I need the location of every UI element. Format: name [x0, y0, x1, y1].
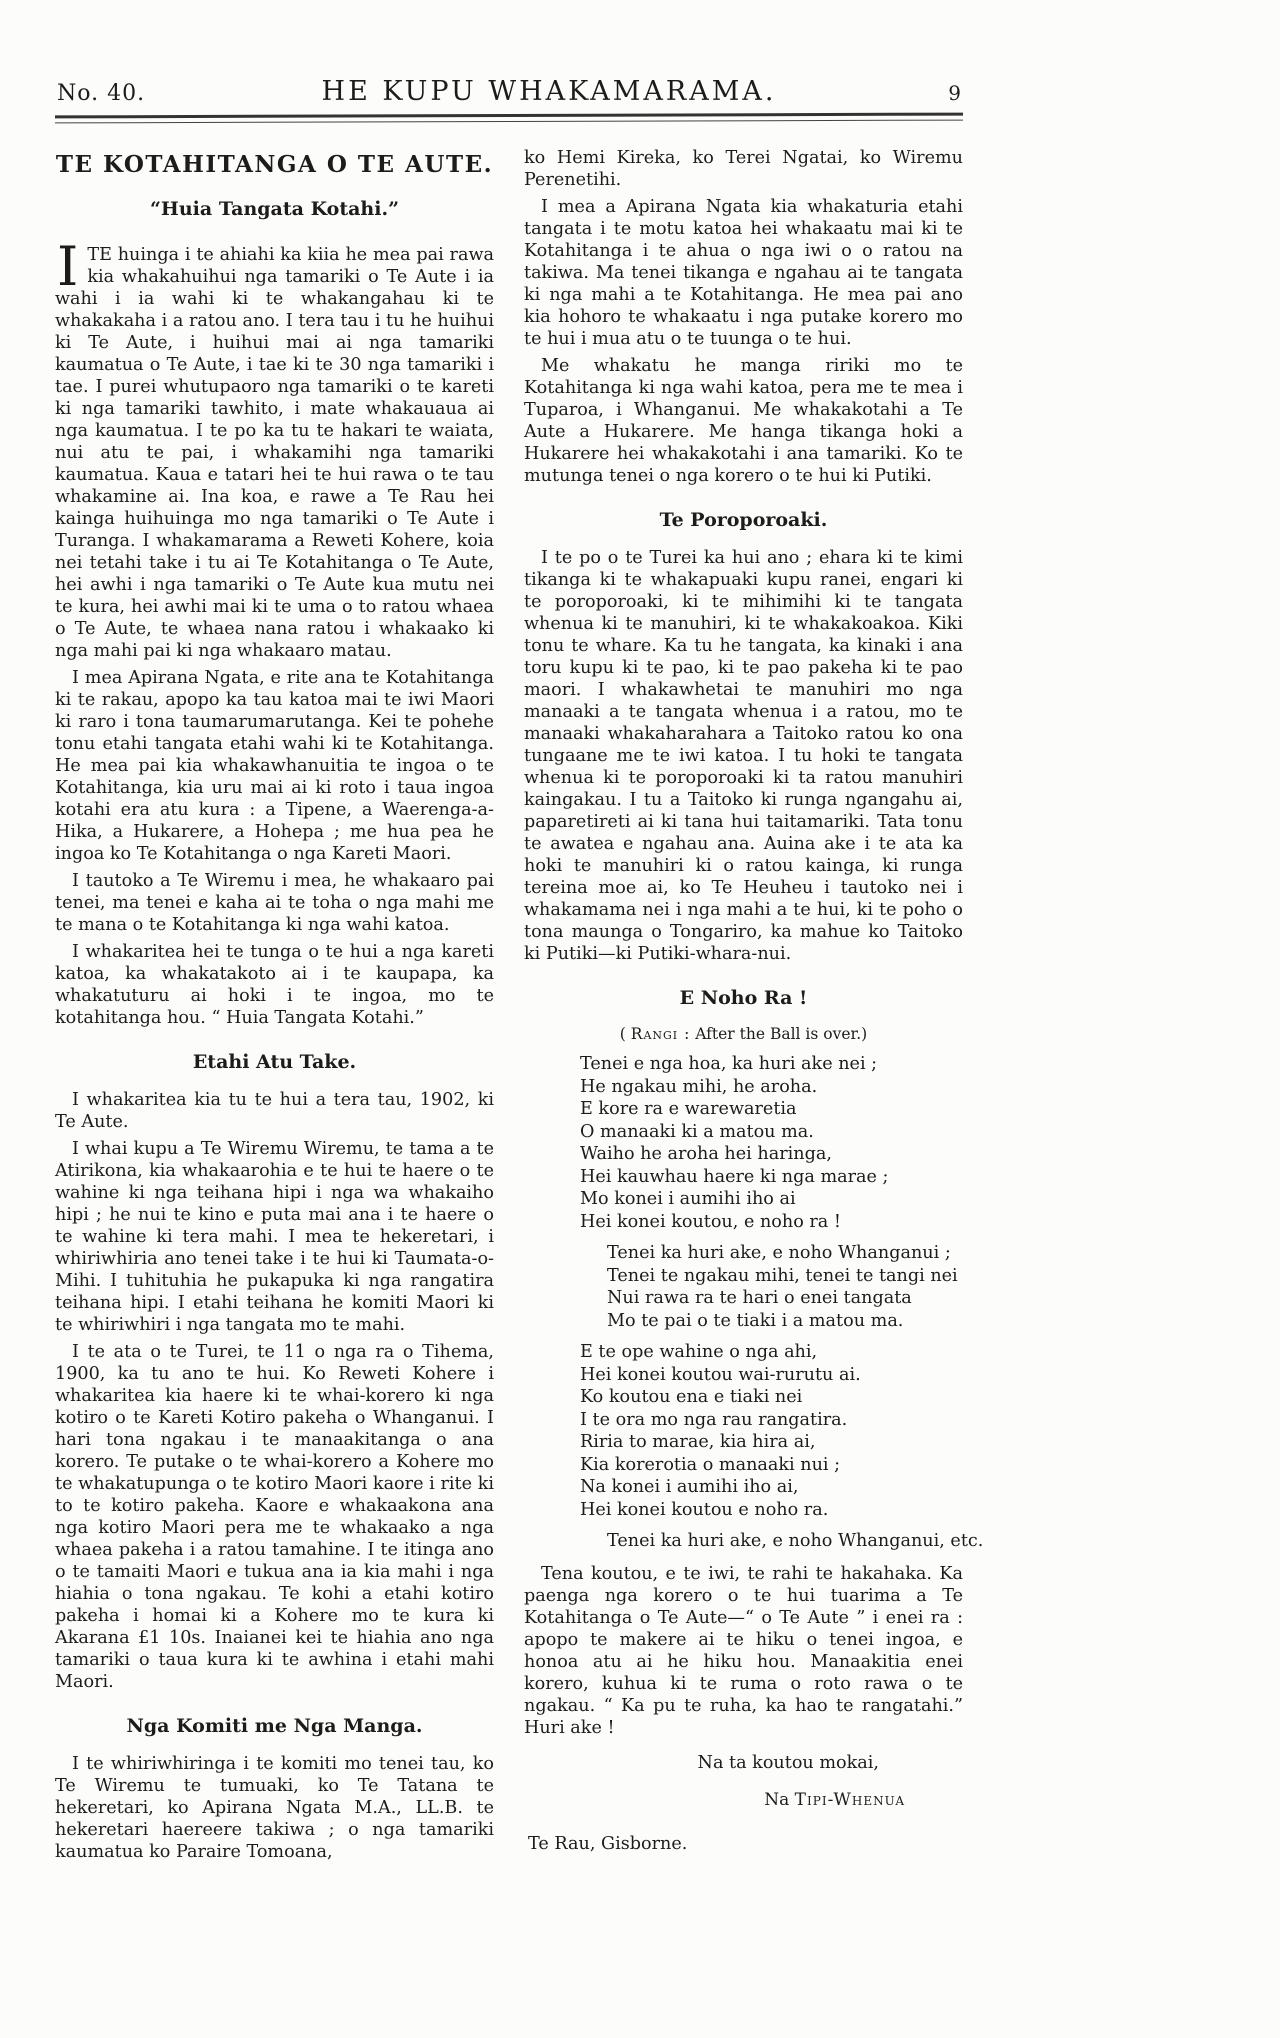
paragraph: I whakaritea hei te tunga o te hui a nga kareti katoa, ka whakatakoto ai i te kaupapa, ka whakatuturu ai hoki i te ingoa, mo te kotahitanga hou. “ Huia Tangata Kotahi.” — [55, 942, 494, 1028]
running-head — [55, 76, 963, 107]
caption-song-name: Rangi : — [630, 1025, 691, 1043]
paragraph: I mea a Apirana Ngata kia whakaturia etahi tangata i te motu katoa hei whakaatu mai ki te Kotahitanga i te ahua o nga iwi o o ratou na takiwa. Ma tenei tikanga e ngahau ai te tangata ki nga mahi a te Kotahitanga. He mea pai ano kia hohoro te whakaatu i nga putake korero mo te hui i mua atu o te tuunga o te hui. — [524, 197, 963, 349]
section-heading-e-noho-ra: E Noho Ra ! — [679, 987, 808, 1009]
poem-line: Nui rawa ra te hari o enei tangata — [607, 1288, 912, 1308]
farewell-poem — [580, 1053, 984, 1553]
paragraph: I te ata o te Turei, te 11 o nga ra o Tihema, 1900, ka tu ano te hui. Ko Reweti Kohere i whakaritea kia haere ki te whai-korero ki nga kotiro o te Kareti Kotiro pakeha o Whanganui. I hari tona ngakau i te manaakitanga o ana korero. Te putake o te whai-korero a Kohere mo te whakatupunga o te kotiro Maori kaore i rite ki to te kotiro pakeha. Kaore e whakaakona ana nga kotiro Maori pera me te whakaako a nga whaea pakeha i a ratou tamahine. I te itinga ano o te tamaiti Maori e tukua ana ia kia mahi i nga hiahia o tona ngakau. Te kohi a etahi kotiro pakeha i homai ki a Kohere mo te kura ki Akarana £1 10s. Inaianei kei te hiahia ano nga tamariki o taua kura ki te awhina i etahi mahi Maori. — [55, 1342, 494, 1692]
paragraph: I mea Apirana Ngata, e rite ana te Kotahitanga ki te rakau, apopo ka tau katoa mai te iwi Maori ki raro i tona taumarumarutanga. Kei te pohehe tonu etahi tangata etahi wahi ki te Kotahitanga. He mea pai kia whakawhanuitia te ingoa o te Kotahitanga, kia uru mai ai ki roto i taua ingoa kotahi era atu kura : a Tipene, a Waerenga-a-Hika, a Hukarere, a Hohepa ; me hua pea he ingoa ko Te Kotahitanga o nga Kareti Maori. — [55, 668, 494, 864]
poem-line: Mo konei i aumihi iho ai — [580, 1189, 796, 1209]
poem-line: E te ope wahine o nga ahi, — [580, 1342, 818, 1362]
poem-line: I te ora mo nga rau rangatira. — [580, 1409, 848, 1430]
poem-caption — [524, 1025, 963, 1043]
newspaper-page — [55, 76, 984, 1868]
paragraph: I whai kupu a Te Wiremu Wiremu, te tama a te Atirikona, kia whakaarohia e te hui te haere o te wahine ki nga teihana hipi i nga wa whakaiho hipi ; he nui te kino e puta mai ana i te haere o te wahine ki tera mahi. I mea te hekeretari, i whiriwhiria ano tenei take i te hui ki Taumata-o-Mihi. I tuhituhia he pukapuka ki nga rangatira teihana hipi. I etahi teihana he komiti Maori ki te whiriwhiri i nga tangata mo te mahi. — [55, 1139, 494, 1335]
paragraph: Me whakatu he manga ririki mo te Kotahitanga ki nga wahi katoa, pera me te mea i Tuparoa, i Whanganui. Me whakakotahi a Te Aute a Hukarere. Me hanga tikanga hoki a Hukarere hei whakakotahi i ana tamariki. Ko te mutunga tenei o nga korero o te hui ki Putiki. — [524, 356, 963, 486]
poem-stanza-2 — [607, 1242, 963, 1332]
signoff-line: Na ta koutou mokai, — [697, 1752, 879, 1773]
poem-line: Na konei i aumihi iho ai, — [580, 1477, 799, 1497]
poem-line: Tenei te ngakau mihi, tenei te tangi nei — [607, 1265, 958, 1286]
poem-line: He ngakau mihi, he aroha. — [580, 1076, 818, 1097]
page-number: 9 — [948, 81, 961, 105]
masthead-title: HE KUPU WHAKAMARAMA. — [321, 76, 777, 107]
header-rule — [55, 113, 963, 124]
poem-line: Hei konei koutou e noho ra. — [580, 1499, 829, 1520]
poem-stanza-1 — [580, 1053, 963, 1233]
poem-line: Ko koutou ena e tiaki nei — [580, 1387, 803, 1407]
paragraph: I tautoko a Te Wiremu i mea, he whakaaro pai tenei, ma tenei e kaha ai te toha o nga mahi me te mana o te Kotahitanga ki nga wahi katoa. — [55, 871, 494, 935]
author-name: Tipi-Whenua — [794, 1789, 905, 1810]
paragraph: I whakaritea kia tu te hui a tera tau, 1902, ki Te Aute. — [55, 1090, 494, 1132]
paragraph: I te whiriwhiringa i te komiti mo tenei tau, ko Te Wiremu te tumuaki, ko Te Tatana te hekeretari, ko Apirana Ngata M.A., LL.B. te hekeretari haereere takiwa ; o nga tamariki kaumatua ko Paraire Tomoana, — [55, 1754, 494, 1862]
section-heading-etahi-atu-take: Etahi Atu Take. — [192, 1051, 357, 1073]
paragraph-text: TE huinga i te ahiahi ka kiia he mea pai rawa kia whakahuihui nga tamariki o Te Aute i ia wahi i ia wahi ki te whakangahau ki te whakakaha i a ratou ano. I tera tau i tu he huihui ki Te Aute, i huihui mai ai nga tamariki kaumatua o Te Aute, i tae ki te 30 nga tamariki i tae. I purei whutupaoro nga tamariki o te kareti ki nga tamariki tawhito, i mate whakauaua ai nga kaumatua. I te po ka tu te hakari te waiata, nui atu te pai, i whakamihi nga tamariki kaumatua. Kaua e tatari hei te hui rawa o te tau whakamine ai. Ina koa, e rawe a Te Rau hei kainga huihuinga mo nga tamariki o Te Aute i Turanga. I whakamarama a Reweti Kohere, koia nei tetahi take i tu ai Te Kotahitanga o Te Aute, hei awhi i nga tamariki o Te Aute kua mutu nei te kura, hei awhi mai ki te uma o to ratou whaea o Te Aute, te whaea nana ratou i whakaako ki nga mahi pai ki nga whakaaro matau. — [55, 245, 494, 661]
issue-number: No. 40. — [57, 81, 146, 106]
section-heading-nga-komiti: Nga Komiti me Nga Manga. — [126, 1715, 423, 1737]
section-heading-te-poroporoaki: Te Poroporoaki. — [659, 509, 828, 531]
poem-refrain: Tenei ka huri ake, e noho Whanganui, etc. — [607, 1531, 984, 1551]
poem-line: Hei konei koutou, e noho ra ! — [580, 1211, 841, 1232]
paragraph-continuation: ko Hemi Kireka, ko Terei Ngatai, ko Wiremu Perenetihi. — [524, 148, 963, 190]
drop-cap: I — [57, 235, 79, 298]
poem-line: Hei kauwhau haere ki nga marae ; — [580, 1166, 889, 1187]
left-column — [55, 147, 494, 1868]
poem-line: Hei konei koutou wai-rurutu ai. — [580, 1364, 861, 1385]
signature-prefix: Na — [764, 1789, 795, 1810]
poem-line: Kia korerotia o manaaki nui ; — [580, 1454, 841, 1475]
poem-line: Tenei ka huri ake, e noho Whanganui ; — [607, 1243, 951, 1263]
caption-subtitle: After the Ball is over.) — [690, 1025, 868, 1043]
place-line: Te Rau, Gisborne. — [528, 1833, 688, 1854]
poem-line: E kore ra e warewaretia — [580, 1099, 797, 1119]
poem-line: Tenei e nga hoa, ka huri ake nei ; — [580, 1054, 878, 1074]
poem-stanza-3 — [580, 1341, 963, 1521]
paragraph: I te po o te Turei ka hui ano ; ehara ki te kimi tikanga ki te whakapuaki kupu ranei, engari ki te poroporoaki, ki te mihimihi ki te tangata whenua ki te manuhiri, ki te whakakoakoa. Kiki tonu te whare. Ka tu he tangata, ka kinaki i ana toru kupu ki te pao, ki te pao pakeha ki te pao maori. I whakawhetai te manuhiri mo nga manaaki a te tangata whenua i a ratou, mo te manaaki whakaharahara a Taitoko ratou ko ona tungaane me te iwi katoa. I tu hoki te tangata whenua ki te poroporoaki ki ta ratou manuhiri kaingakau. I tu a Taitoko ki runga ngangahu ai, paparetireti ai ki tana hui taitamariki. Tata tonu te awatea e ngahau ana. Auina ake i te ata ka hoki te manuhiri ki o ratou kainga, ki runga tereina moe ai, ko Te Heuheu i tautoko nei i whakamama nei i nga mahi a te hui, ki te poho o tona maunga o Tongariro, ka mahue ko Taitoko ki Putiki—ki Putiki-whara-nui. — [524, 548, 963, 964]
article-columns — [55, 147, 984, 1868]
article-title: TE KOTAHITANGA O TE AUTE. — [55, 151, 494, 178]
paragraph: Tena koutou, e te iwi, te rahi te hakahaka. Ka paenga nga korero o te hui tuarima a Te Kotahitanga o Te Aute—“ o Te Aute ” i enei ra : apopo te makere ai te hiku o tenei ingoa, e honoa atu ai he hiku hou. Manaakitia enei korero, kuhua ki te ruma o roto rawa o te ngakau. “ Ka pu te ruha, ka hao te rangatahi.” Huri ake ! — [524, 1563, 963, 1738]
poem-line: Mo te pai o te tiaki i a matou ma. — [607, 1310, 904, 1331]
poem-line: O manaaki ki a matou ma. — [580, 1121, 814, 1142]
poem-line: Waiho he aroha hei haringa, — [580, 1144, 832, 1164]
poem-line: Riria to marae, kia hira ai, — [580, 1432, 816, 1452]
right-column — [524, 147, 984, 1868]
article-motto: “Huia Tangata Kotahi.” — [149, 198, 399, 220]
signature-line — [524, 1790, 963, 1810]
paragraph — [55, 235, 494, 662]
caption-paren: ( — [619, 1025, 631, 1043]
